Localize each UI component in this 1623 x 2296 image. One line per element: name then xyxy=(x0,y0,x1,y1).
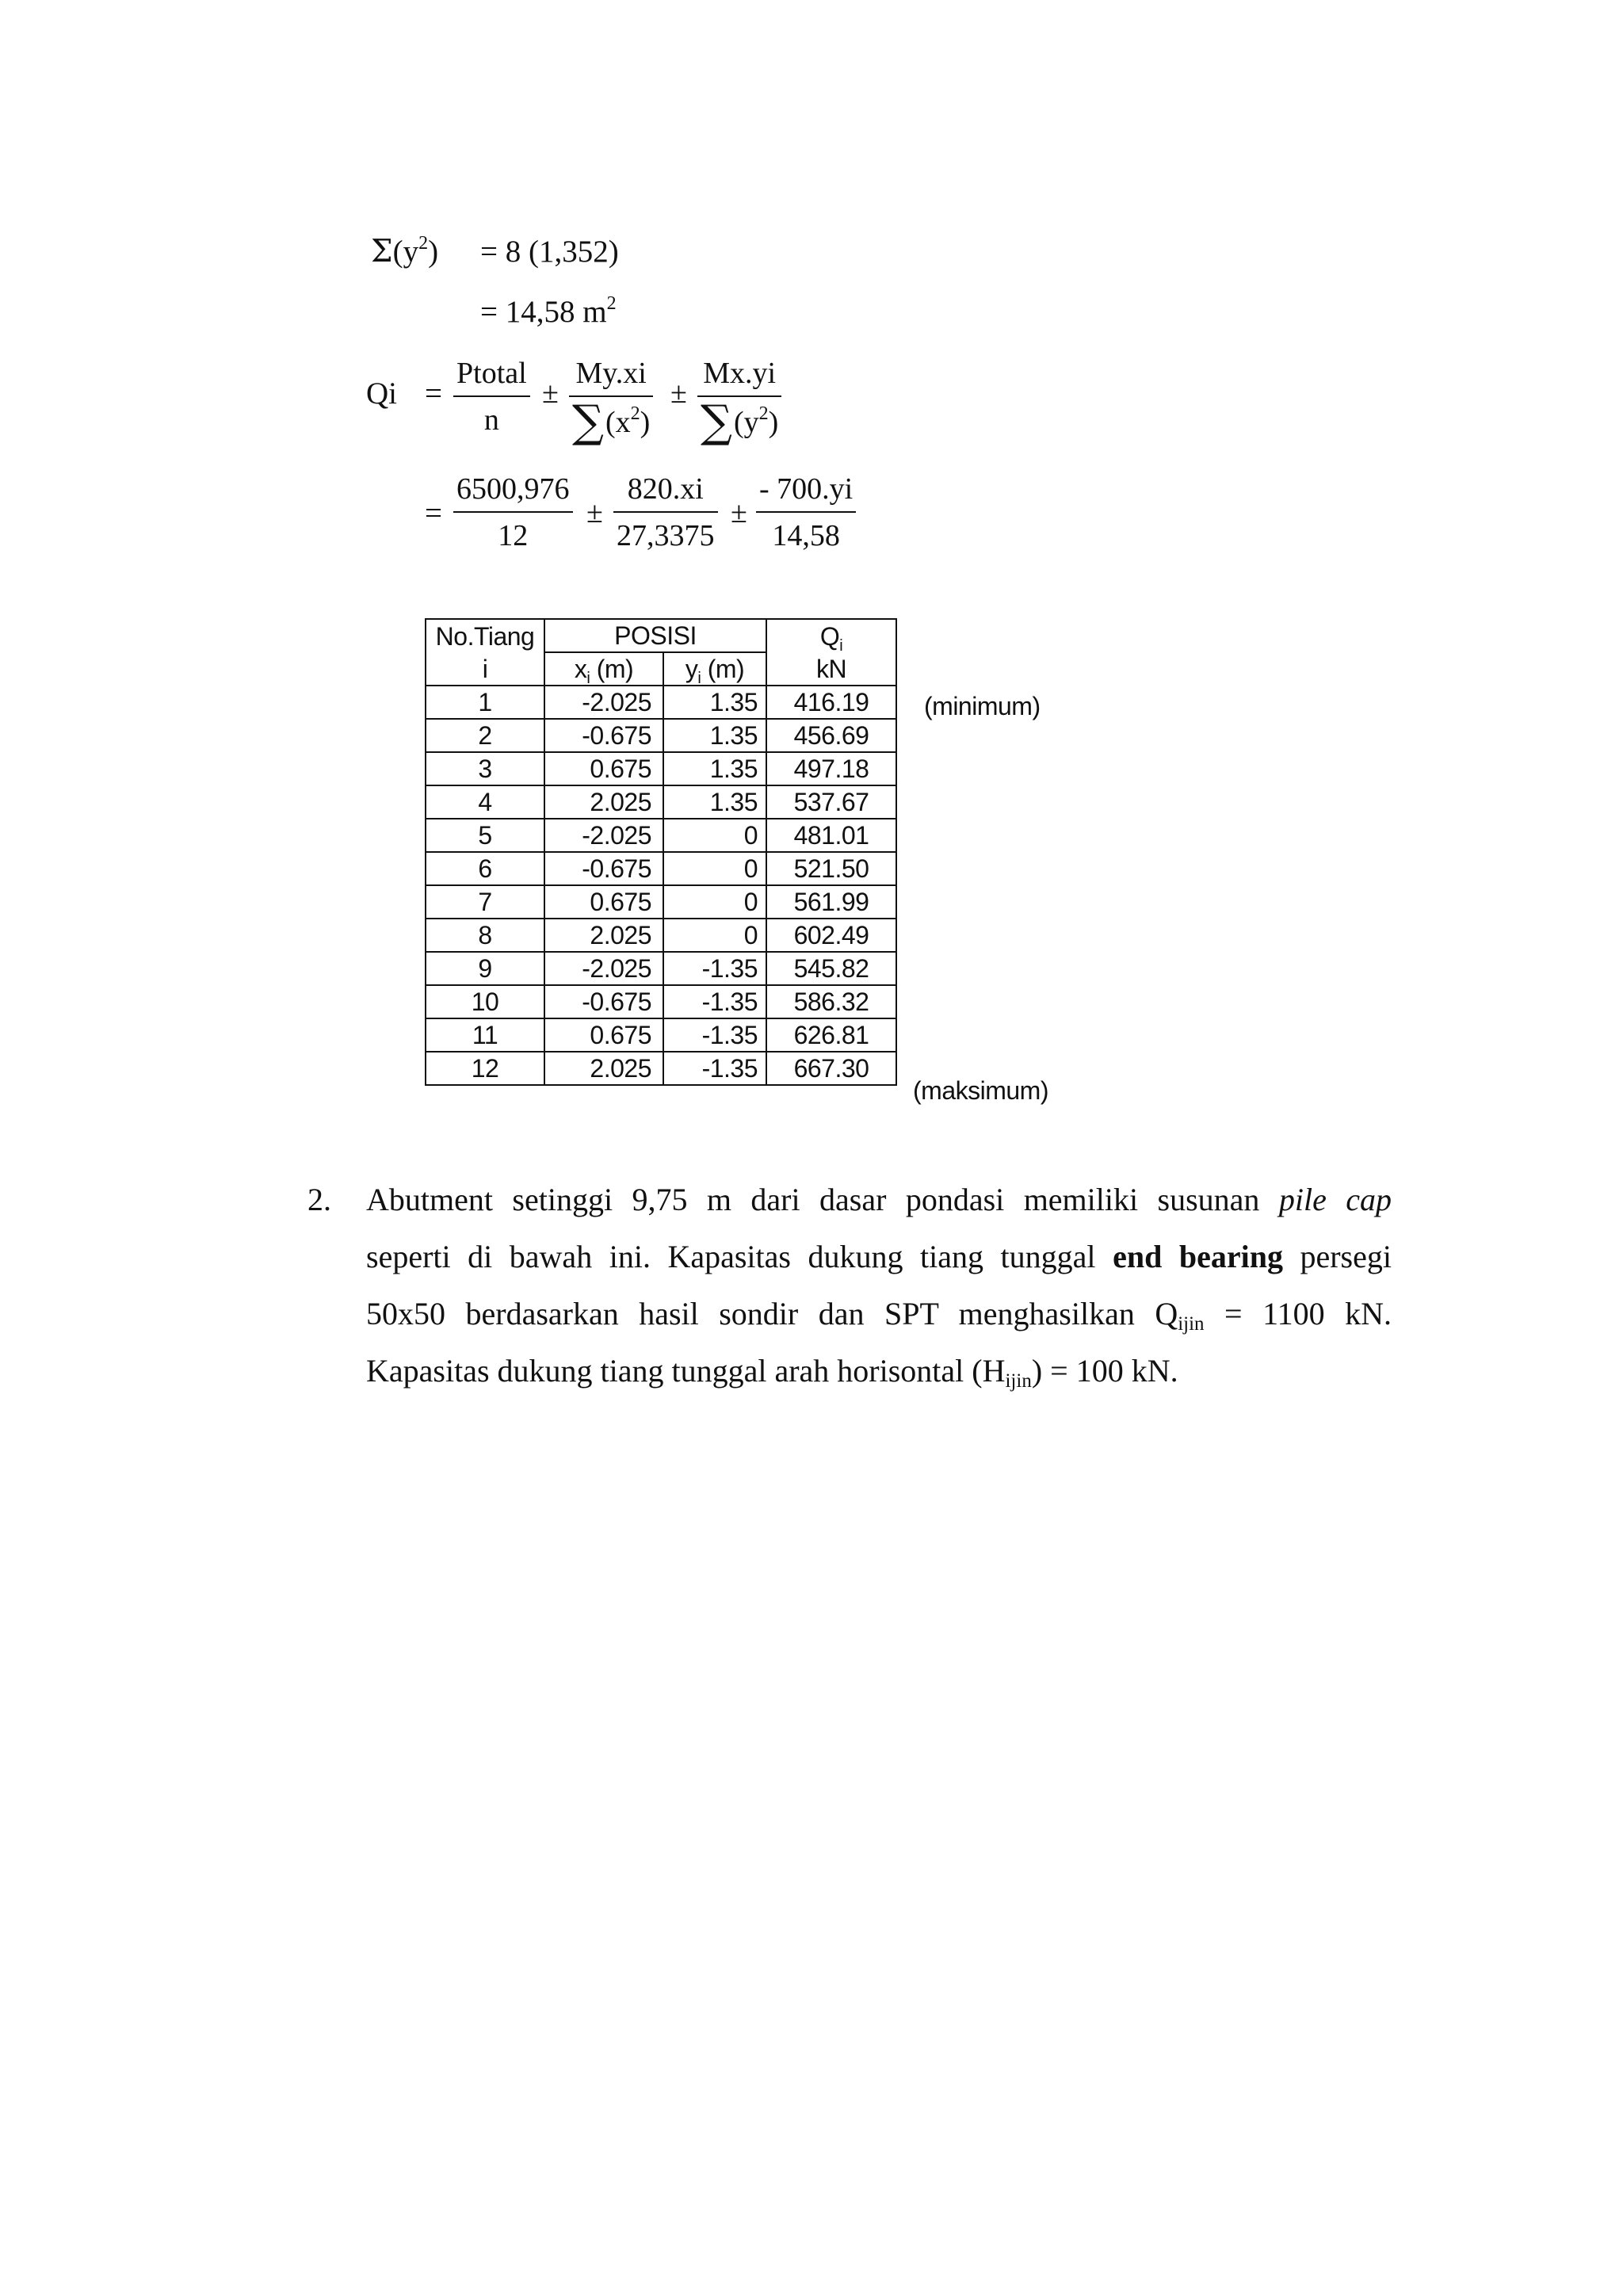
item-number: 2. xyxy=(307,1182,331,1217)
cell-q: 521.50 xyxy=(766,852,896,885)
cell-q: 586.32 xyxy=(766,985,896,1018)
fraction-bar xyxy=(453,511,573,513)
cell-q: 602.49 xyxy=(766,919,896,952)
x2-close: ) xyxy=(640,406,651,439)
header-posisi: POSISI xyxy=(544,619,766,652)
plus-minus-3: ± xyxy=(586,496,603,529)
cell-x: 0.675 xyxy=(544,1018,663,1052)
summation-icon: ∑ xyxy=(572,396,604,448)
header-kn: kN xyxy=(766,652,896,686)
cell-q: 561.99 xyxy=(766,885,896,919)
cell-q: 497.18 xyxy=(766,752,896,785)
cell-x: -0.675 xyxy=(544,719,663,752)
cell-y: 1.35 xyxy=(663,719,766,752)
line3-tail: = 1100 kN. xyxy=(1204,1296,1392,1331)
table-row xyxy=(426,686,896,719)
mx-value: - 700.yi xyxy=(759,472,854,506)
fraction-ptotal-n xyxy=(453,358,530,435)
cell-q: 456.69 xyxy=(766,719,896,752)
sum-y2-eq2 xyxy=(480,293,617,329)
problem-paragraph xyxy=(366,1171,1392,1400)
header-yi-letter: y xyxy=(685,655,698,683)
plus-minus-4: ± xyxy=(731,496,747,529)
line2-text: seperti di bawah ini. Kapasitas dukung tiang tunggal xyxy=(366,1239,1113,1274)
header-yi-sub: i xyxy=(697,670,701,687)
cell-no: 8 xyxy=(426,919,544,952)
header-xi-unit: (m) xyxy=(590,655,634,683)
cell-no: 12 xyxy=(426,1052,544,1085)
header-xi-sub: i xyxy=(586,670,590,687)
cell-x: -2.025 xyxy=(544,952,663,985)
fraction-bar xyxy=(756,511,856,513)
sum-x2-denominator xyxy=(569,396,653,448)
fraction-mx-sumy2 xyxy=(697,357,781,448)
sum-y2-close: ) xyxy=(428,235,439,269)
qi-label: Qi xyxy=(366,376,397,411)
header-xi-letter: x xyxy=(574,655,587,683)
cell-x: 2.025 xyxy=(544,919,663,952)
table-header-row-1 xyxy=(426,619,896,652)
cell-no: 6 xyxy=(426,852,544,885)
cell-x: 2.025 xyxy=(544,785,663,819)
cell-y: -1.35 xyxy=(663,1052,766,1085)
y2-close: ) xyxy=(768,406,779,439)
table-row xyxy=(426,919,896,952)
cell-x: -0.675 xyxy=(544,852,663,885)
cell-no: 2 xyxy=(426,719,544,752)
cell-x: 0.675 xyxy=(544,752,663,785)
sum-y2-lhs xyxy=(371,233,439,269)
cell-y: -1.35 xyxy=(663,1018,766,1052)
paragraph-line-1 xyxy=(366,1171,1392,1228)
cell-x: -0.675 xyxy=(544,985,663,1018)
cell-no: 3 xyxy=(426,752,544,785)
table-row xyxy=(426,985,896,1018)
ptotal-numerator: Ptotal xyxy=(456,357,527,390)
fraction-mx-value xyxy=(756,474,856,551)
table-row xyxy=(426,752,896,785)
pile-load-table xyxy=(425,618,897,1086)
note-minimum: (minimum) xyxy=(924,692,1041,720)
header-xi xyxy=(544,652,663,686)
cell-no: 9 xyxy=(426,952,544,985)
cell-q: 481.01 xyxy=(766,819,896,852)
cell-no: 5 xyxy=(426,819,544,852)
cell-no: 1 xyxy=(426,686,544,719)
header-yi xyxy=(663,652,766,686)
sum-x2-value: 27,3375 xyxy=(617,519,715,552)
cell-y: 1.35 xyxy=(663,686,766,719)
cell-no: 4 xyxy=(426,785,544,819)
cell-y: -1.35 xyxy=(663,985,766,1018)
qi-equals: = xyxy=(425,376,442,411)
table-row xyxy=(426,719,896,752)
cell-no: 11 xyxy=(426,1018,544,1052)
header-qi-letter: Q xyxy=(819,621,840,651)
fraction-my-sumx2 xyxy=(569,357,653,448)
paragraph-line-3 xyxy=(366,1286,1392,1343)
table-row xyxy=(426,785,896,819)
sum-y2-result: = 14,58 m xyxy=(480,295,607,329)
fraction-my-value xyxy=(613,474,718,551)
cell-y: 0 xyxy=(663,852,766,885)
cell-y: 1.35 xyxy=(663,785,766,819)
plus-minus-2: ± xyxy=(670,376,687,410)
x2-open: (x xyxy=(605,406,631,439)
header-qi-sub: i xyxy=(839,636,843,655)
table-row xyxy=(426,952,896,985)
sum-y2-value: 14,58 xyxy=(772,519,840,552)
mx-yi-numerator: Mx.yi xyxy=(703,357,777,390)
q-ijin-subscript: ijin xyxy=(1178,1313,1205,1335)
end-bearing-term: end bearing xyxy=(1113,1239,1283,1274)
header-i: i xyxy=(426,652,544,686)
ptotal-value: 6500,976 xyxy=(456,472,570,506)
plus-minus-1: ± xyxy=(542,376,559,410)
line3-text: 50x50 berdasarkan hasil sondir dan SPT menghasilkan Q xyxy=(366,1296,1178,1331)
my-xi-numerator: My.xi xyxy=(575,357,647,390)
table-row xyxy=(426,885,896,919)
cell-no: 7 xyxy=(426,885,544,919)
cell-x: 0.675 xyxy=(544,885,663,919)
note-maksimum: (maksimum) xyxy=(913,1076,1048,1105)
header-yi-unit: (m) xyxy=(701,655,745,683)
y2-exponent: 2 xyxy=(758,403,769,424)
pile-cap-term: pile cap xyxy=(1278,1182,1392,1217)
cell-q: 626.81 xyxy=(766,1018,896,1052)
cell-y: 0 xyxy=(663,919,766,952)
sum-y2-denominator xyxy=(697,396,781,448)
table-row xyxy=(426,852,896,885)
cell-q: 545.82 xyxy=(766,952,896,985)
sum-y2-result-exponent: 2 xyxy=(606,293,617,314)
line2-tail: persegi xyxy=(1282,1239,1392,1274)
sigma-symbol: Σ xyxy=(371,234,393,269)
qi-equals-2: = xyxy=(425,496,442,530)
table-row xyxy=(426,1052,896,1085)
paragraph-line-4 xyxy=(366,1343,1392,1400)
cell-q: 537.67 xyxy=(766,785,896,819)
fraction-bar xyxy=(613,511,718,513)
line1-text: Abutment setinggi 9,75 m dari dasar pondasi memiliki susunan xyxy=(366,1182,1279,1217)
cell-x: 2.025 xyxy=(544,1052,663,1085)
cell-y: 0 xyxy=(663,819,766,852)
table-header-row-2 xyxy=(426,652,896,686)
cell-y: 0 xyxy=(663,885,766,919)
sum-y2-open: (y xyxy=(392,235,419,269)
fraction-bar xyxy=(453,395,530,397)
n-value: 12 xyxy=(498,519,529,552)
h-ijin-subscript: ijin xyxy=(1005,1370,1032,1392)
cell-no: 10 xyxy=(426,985,544,1018)
cell-q: 416.19 xyxy=(766,686,896,719)
fraction-ptotal-value xyxy=(453,474,573,551)
y2-open: (y xyxy=(733,406,759,439)
summation-icon: ∑ xyxy=(701,396,732,448)
cell-y: 1.35 xyxy=(663,752,766,785)
cell-x: -2.025 xyxy=(544,819,663,852)
cell-x: -2.025 xyxy=(544,686,663,719)
cell-q: 667.30 xyxy=(766,1052,896,1085)
line4-text: Kapasitas dukung tiang tunggal arah horisontal (H xyxy=(366,1353,1006,1389)
my-value: 820.xi xyxy=(627,472,704,506)
header-qi xyxy=(766,619,896,655)
paragraph-line-2 xyxy=(366,1228,1392,1286)
n-denominator: n xyxy=(483,403,499,437)
sum-y2-eq1: = 8 (1,352) xyxy=(480,235,619,269)
header-no-tiang: No.Tiang xyxy=(426,619,544,652)
cell-y: -1.35 xyxy=(663,952,766,985)
table-row xyxy=(426,819,896,852)
x2-exponent: 2 xyxy=(630,403,640,424)
sum-y2-exponent: 2 xyxy=(418,233,429,254)
line4-tail: ) = 100 kN. xyxy=(1031,1353,1178,1389)
table-row xyxy=(426,1018,896,1052)
